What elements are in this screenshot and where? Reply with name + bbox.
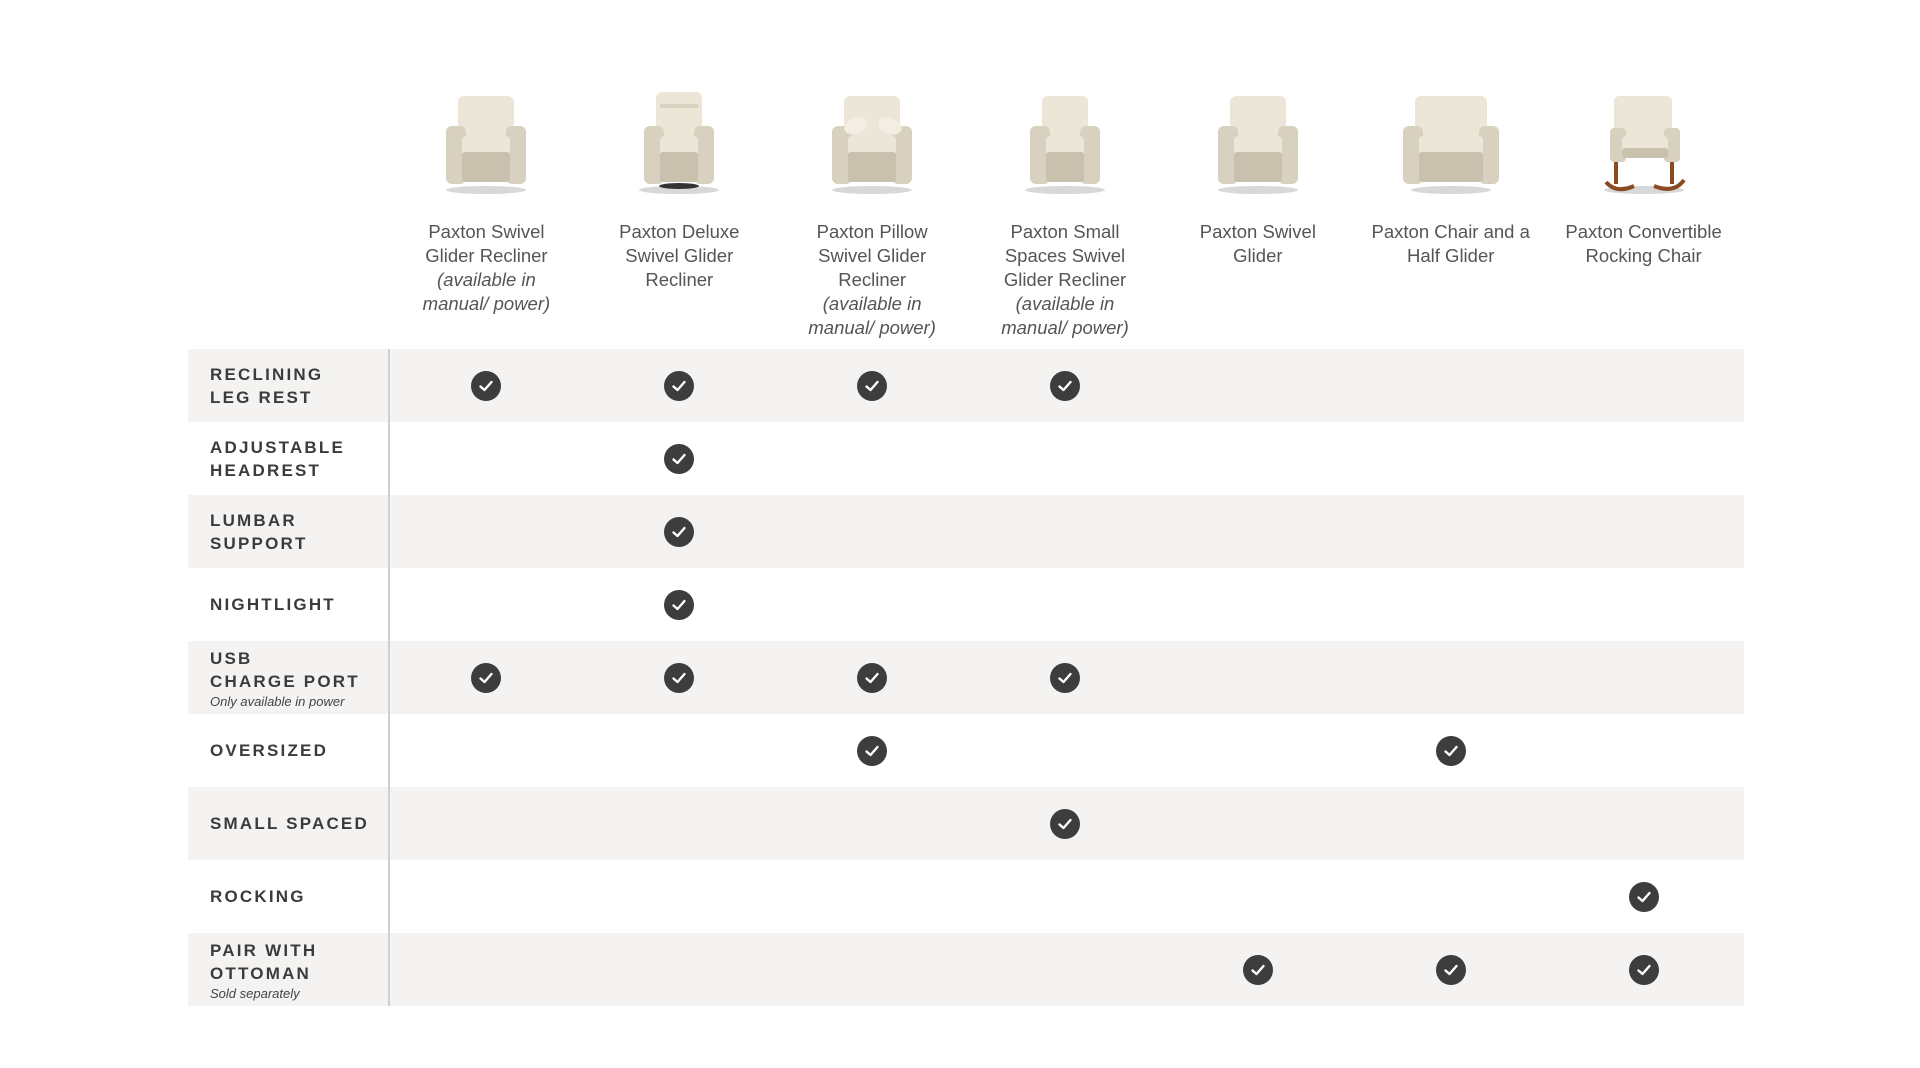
feature-label-cell bbox=[188, 641, 390, 714]
product-name-text: Paxton Chair and a Half Glider bbox=[1371, 221, 1530, 266]
feature-label-cell bbox=[188, 495, 390, 568]
feature-cell bbox=[583, 860, 776, 933]
feature-cell bbox=[390, 787, 583, 860]
feature-cell bbox=[390, 422, 583, 495]
feature-cell bbox=[583, 349, 776, 422]
feature-cell bbox=[1161, 860, 1354, 933]
checkmark-icon bbox=[471, 371, 501, 401]
feature-cell bbox=[776, 787, 969, 860]
checkmark-icon bbox=[1243, 955, 1273, 985]
feature-cell bbox=[1354, 349, 1547, 422]
feature-cell bbox=[583, 641, 776, 714]
feature-cell bbox=[583, 495, 776, 568]
product-column bbox=[1547, 86, 1740, 348]
product-availability-note: (available in manual/ power) bbox=[422, 269, 551, 314]
product-name bbox=[1564, 220, 1724, 268]
feature-cell bbox=[1547, 641, 1740, 714]
product-name-text: Paxton Pillow Swivel Glider Recliner bbox=[816, 221, 928, 290]
product-column bbox=[583, 86, 776, 348]
checkmark-icon bbox=[1629, 955, 1659, 985]
feature-label: USB CHARGE PORT bbox=[210, 648, 360, 691]
product-column bbox=[969, 86, 1162, 348]
feature-cell bbox=[1161, 933, 1354, 1006]
feature-cell bbox=[969, 495, 1162, 568]
product-name bbox=[406, 220, 566, 316]
product-name bbox=[1178, 220, 1338, 268]
chair-and-a-half-icon bbox=[1391, 86, 1511, 198]
feature-label: ROCKING bbox=[210, 887, 306, 906]
checkmark-icon bbox=[1436, 955, 1466, 985]
feature-label-cell bbox=[188, 422, 390, 495]
product-column bbox=[390, 86, 583, 348]
checkmark-icon bbox=[1050, 371, 1080, 401]
deluxe-recliner-icon bbox=[619, 86, 739, 198]
checkmark-icon bbox=[857, 663, 887, 693]
table-row bbox=[188, 495, 1744, 568]
feature-label: PAIR WITH OTTOMAN bbox=[210, 940, 318, 983]
feature-cell bbox=[1354, 787, 1547, 860]
product-name bbox=[599, 220, 759, 292]
feature-cell bbox=[1161, 349, 1354, 422]
pillow-recliner-icon bbox=[812, 86, 932, 198]
feature-label-cell bbox=[188, 349, 390, 422]
feature-cell bbox=[390, 349, 583, 422]
feature-cell bbox=[1547, 933, 1740, 1006]
table-row bbox=[188, 568, 1744, 641]
product-column bbox=[1161, 86, 1354, 348]
product-name-text: Paxton Swivel Glider bbox=[1199, 221, 1316, 266]
feature-cell bbox=[969, 641, 1162, 714]
feature-label: RECLINING LEG REST bbox=[210, 364, 324, 407]
feature-cell bbox=[1161, 787, 1354, 860]
product-column bbox=[776, 86, 969, 348]
feature-cell bbox=[776, 641, 969, 714]
checkmark-icon bbox=[471, 663, 501, 693]
feature-table bbox=[188, 349, 1744, 1006]
checkmark-icon bbox=[664, 663, 694, 693]
feature-cell bbox=[1161, 495, 1354, 568]
feature-cell bbox=[390, 933, 583, 1006]
feature-cell bbox=[969, 714, 1162, 787]
feature-cell bbox=[776, 422, 969, 495]
feature-cell bbox=[1354, 933, 1547, 1006]
feature-cell bbox=[1354, 422, 1547, 495]
feature-cell bbox=[583, 787, 776, 860]
feature-cell bbox=[1547, 568, 1740, 641]
feature-label: ADJUSTABLE HEADREST bbox=[210, 437, 346, 480]
feature-label-cell bbox=[188, 860, 390, 933]
feature-cell bbox=[969, 787, 1162, 860]
feature-cell bbox=[1161, 422, 1354, 495]
checkmark-icon bbox=[857, 371, 887, 401]
checkmark-icon bbox=[664, 371, 694, 401]
feature-label-cell bbox=[188, 714, 390, 787]
feature-cell bbox=[1547, 860, 1740, 933]
table-row bbox=[188, 933, 1744, 1006]
feature-cell bbox=[1547, 349, 1740, 422]
feature-cell bbox=[1354, 860, 1547, 933]
rocking-chair-icon bbox=[1584, 86, 1704, 198]
table-row bbox=[188, 714, 1744, 787]
product-name bbox=[985, 220, 1145, 340]
checkmark-icon bbox=[1436, 736, 1466, 766]
table-row bbox=[188, 860, 1744, 933]
feature-cell bbox=[583, 568, 776, 641]
feature-label: LUMBAR SUPPORT bbox=[210, 510, 308, 553]
swivel-glider-icon bbox=[1198, 86, 1318, 198]
feature-cell bbox=[1354, 495, 1547, 568]
feature-cell bbox=[390, 714, 583, 787]
feature-cell bbox=[1354, 568, 1547, 641]
product-availability-note: (available in manual/ power) bbox=[808, 293, 936, 338]
feature-cell bbox=[390, 860, 583, 933]
checkmark-icon bbox=[857, 736, 887, 766]
product-header-row bbox=[390, 86, 1740, 348]
product-name bbox=[1371, 220, 1531, 268]
feature-cell bbox=[390, 641, 583, 714]
feature-cell bbox=[583, 933, 776, 1006]
table-row bbox=[188, 422, 1744, 495]
feature-cell bbox=[583, 422, 776, 495]
feature-cell bbox=[776, 933, 969, 1006]
feature-label: SMALL SPACED bbox=[210, 814, 369, 833]
product-name-text: Paxton Deluxe Swivel Glider Recliner bbox=[619, 221, 740, 290]
product-column bbox=[1354, 86, 1547, 348]
checkmark-icon bbox=[1629, 882, 1659, 912]
feature-cell bbox=[390, 495, 583, 568]
feature-footnote: Only available in power bbox=[210, 693, 345, 709]
feature-cell bbox=[1161, 641, 1354, 714]
table-row bbox=[188, 641, 1744, 714]
feature-cell bbox=[969, 933, 1162, 1006]
feature-cell bbox=[1547, 714, 1740, 787]
product-availability-note: (available in manual/ power) bbox=[1001, 293, 1129, 338]
feature-cell bbox=[776, 495, 969, 568]
feature-cell bbox=[1547, 495, 1740, 568]
swivel-glider-recliner-icon bbox=[426, 86, 546, 198]
feature-label-cell bbox=[188, 933, 390, 1006]
product-name bbox=[792, 220, 952, 340]
feature-cell bbox=[776, 714, 969, 787]
feature-cell bbox=[1547, 787, 1740, 860]
feature-label-cell bbox=[188, 787, 390, 860]
product-name-text: Paxton Small Spaces Swivel Glider Recliner bbox=[1003, 221, 1127, 290]
feature-cell bbox=[776, 349, 969, 422]
feature-cell bbox=[390, 568, 583, 641]
feature-label: OVERSIZED bbox=[210, 741, 329, 760]
feature-cell bbox=[969, 568, 1162, 641]
feature-cell bbox=[969, 422, 1162, 495]
feature-cell bbox=[776, 860, 969, 933]
feature-cell bbox=[1354, 641, 1547, 714]
feature-cell bbox=[583, 714, 776, 787]
feature-label-cell bbox=[188, 568, 390, 641]
feature-label: NIGHTLIGHT bbox=[210, 595, 336, 614]
feature-cell bbox=[776, 568, 969, 641]
checkmark-icon bbox=[1050, 809, 1080, 839]
table-row bbox=[188, 787, 1744, 860]
product-name-text: Paxton Convertible Rocking Chair bbox=[1565, 221, 1722, 266]
checkmark-icon bbox=[1050, 663, 1080, 693]
feature-cell bbox=[1547, 422, 1740, 495]
feature-cell bbox=[1161, 714, 1354, 787]
feature-cell bbox=[1354, 714, 1547, 787]
feature-cell bbox=[1161, 568, 1354, 641]
feature-cell bbox=[969, 349, 1162, 422]
checkmark-icon bbox=[664, 444, 694, 474]
checkmark-icon bbox=[664, 517, 694, 547]
small-spaces-recliner-icon bbox=[1005, 86, 1125, 198]
product-name-text: Paxton Swivel Glider Recliner bbox=[425, 221, 548, 266]
feature-footnote: Sold separately bbox=[210, 985, 300, 1001]
feature-cell bbox=[969, 860, 1162, 933]
table-row bbox=[188, 349, 1744, 422]
checkmark-icon bbox=[664, 590, 694, 620]
